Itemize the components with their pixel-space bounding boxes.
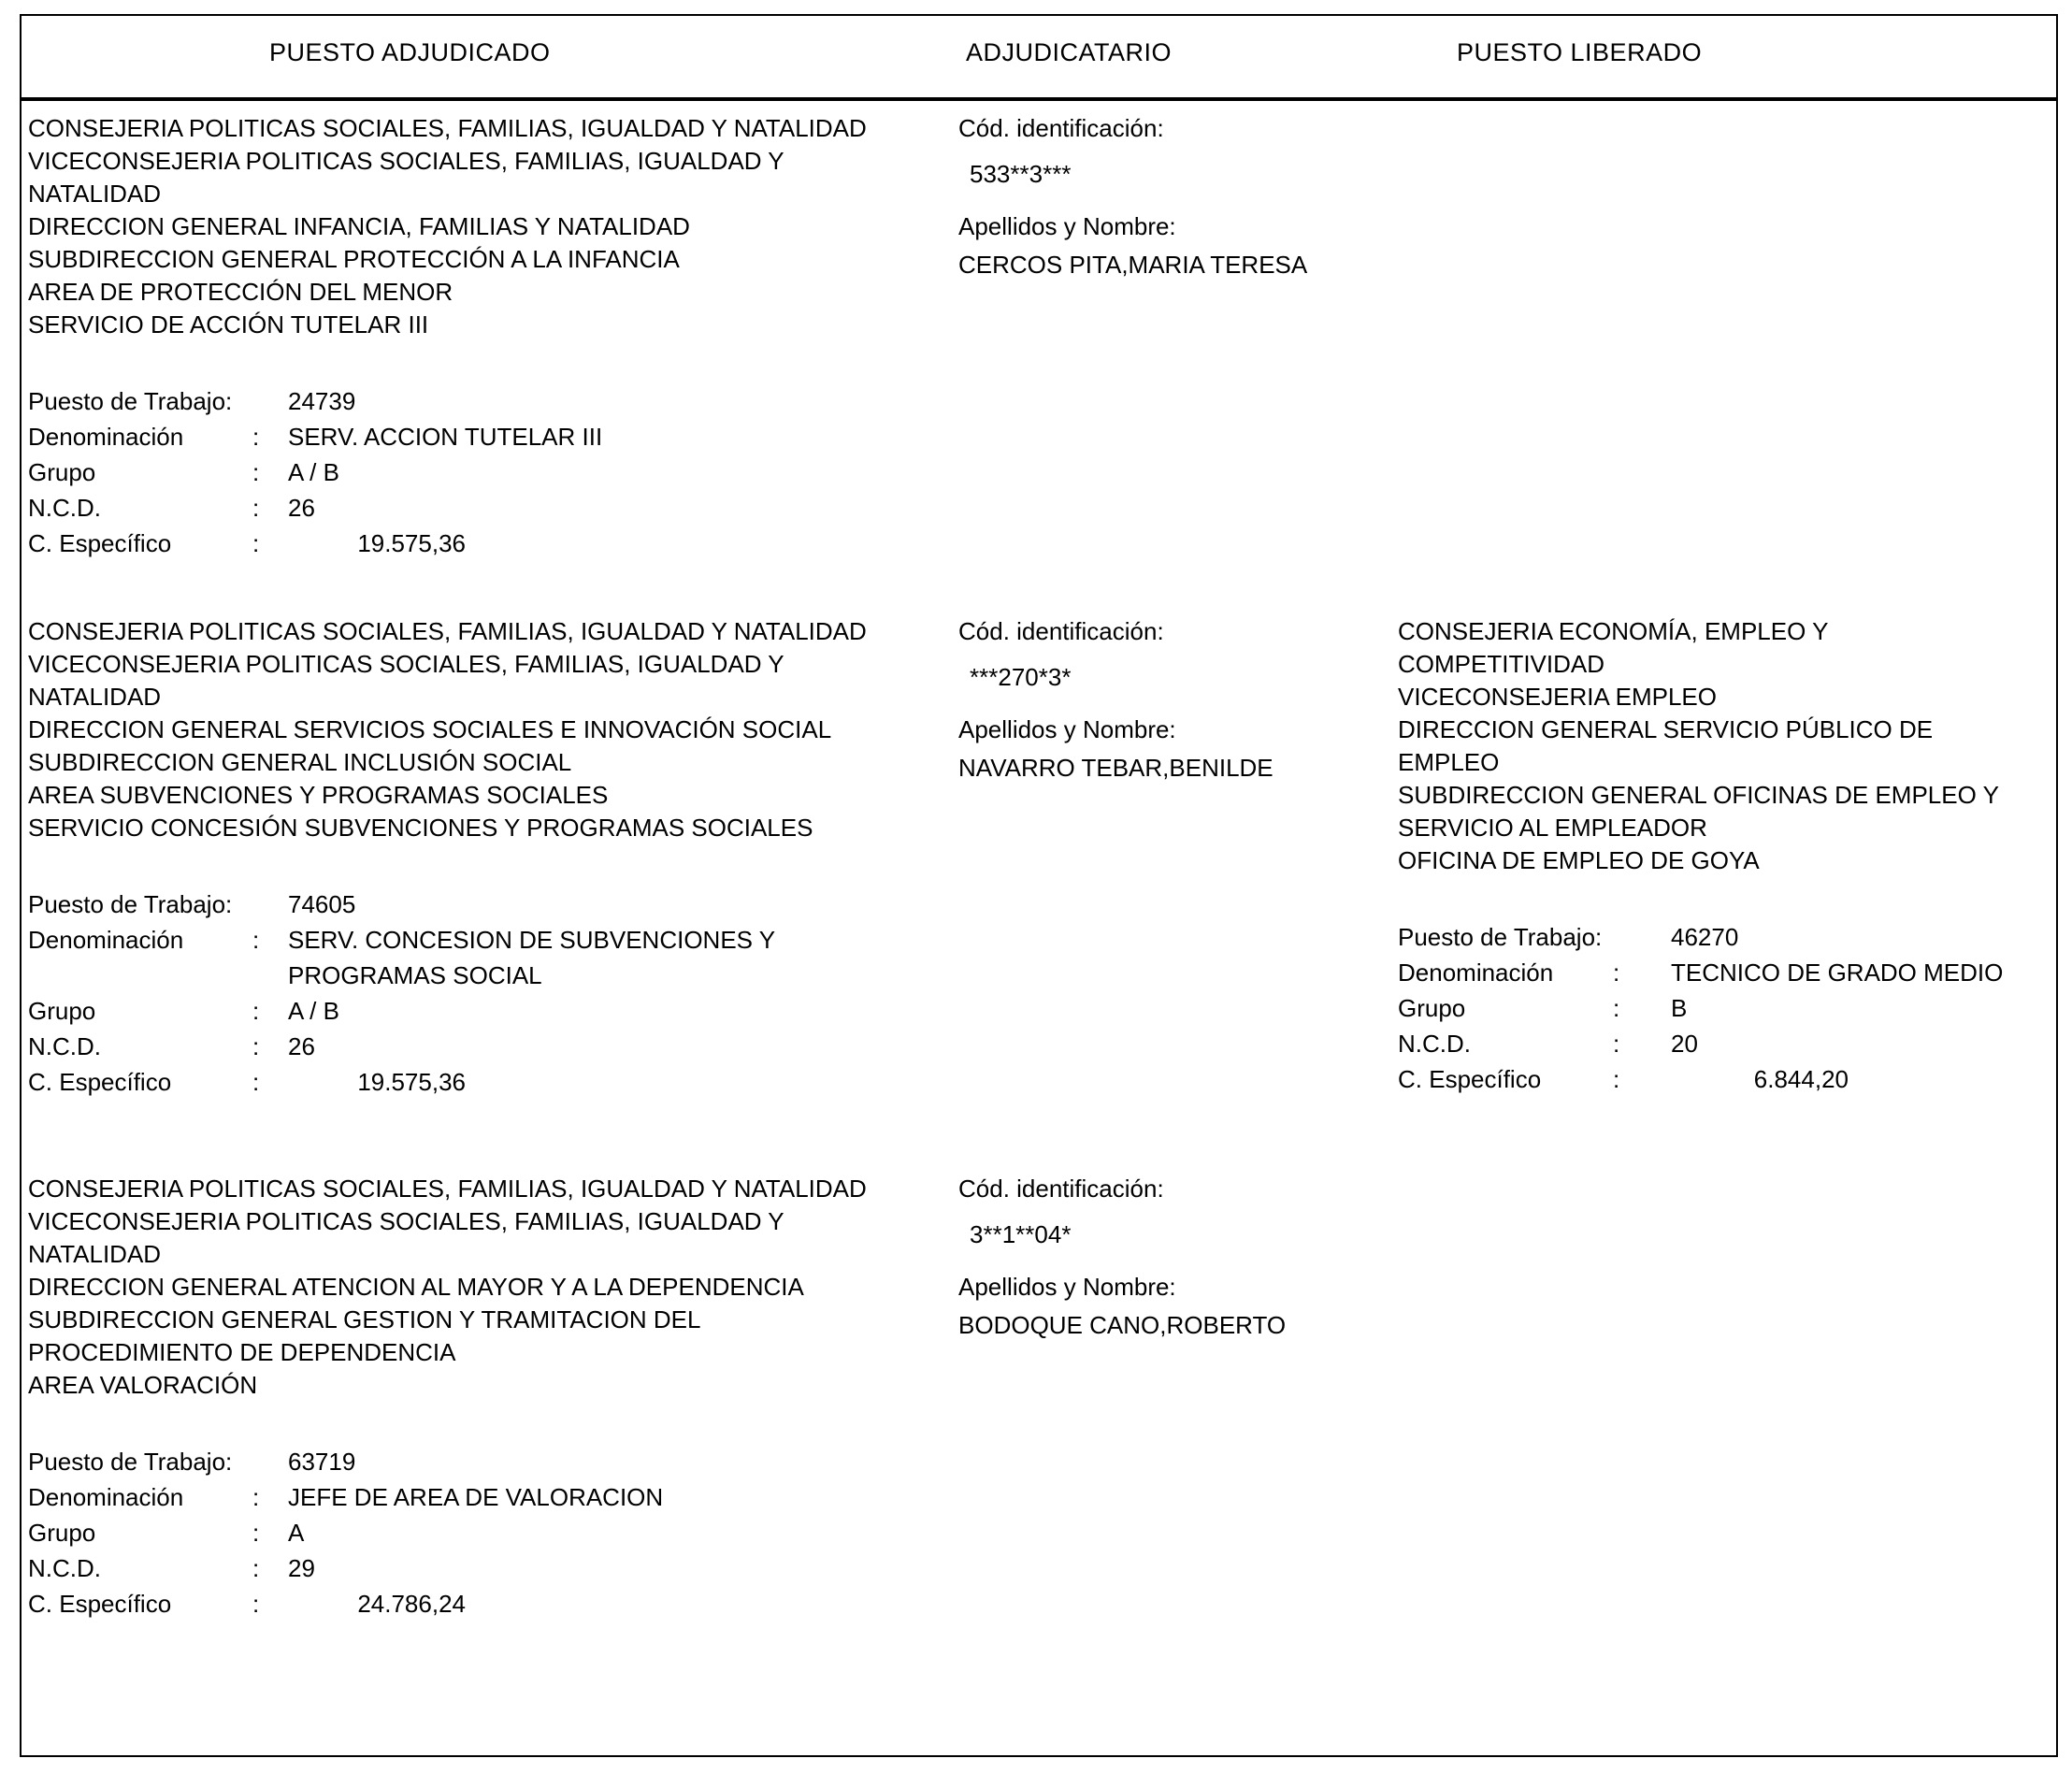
- apellidos-nombre-label: Apellidos y Nombre:: [958, 1273, 1176, 1301]
- detail-row: [1398, 955, 2056, 990]
- detail-row: [28, 1550, 957, 1586]
- table-row: [22, 1161, 2056, 1765]
- detail-row: [28, 922, 957, 993]
- detail-value-denominacion: JEFE DE AREA DE VALORACION: [288, 1483, 664, 1511]
- cod-identificacion-value: 3**1**04*: [970, 1220, 1072, 1248]
- table-row: [22, 101, 2056, 604]
- detail-row: [28, 1479, 957, 1515]
- detail-colon: :: [252, 926, 260, 954]
- detail-row: [1398, 1061, 2056, 1097]
- adjudicado-hierarchy: [28, 1173, 957, 1402]
- detail-colon: :: [1613, 994, 1620, 1022]
- cell-puesto-adjudicado: [22, 604, 957, 1161]
- detail-label-denominacion: Denominación: [28, 423, 184, 451]
- org-hierarchy-line: DIRECCION GENERAL INFANCIA, FAMILIAS Y NATALIDAD: [28, 212, 690, 240]
- adjudicado-details: [28, 383, 957, 561]
- apellidos-nombre-value: BODOQUE CANO,ROBERTO: [958, 1311, 1287, 1339]
- detail-value-especifico: 24.786,24: [357, 1590, 466, 1618]
- cell-adjudicatario: [957, 101, 1387, 604]
- detail-colon: :: [252, 494, 260, 522]
- detail-row: [28, 1586, 957, 1622]
- org-hierarchy-line: CONSEJERIA ECONOMÍA, EMPLEO Y COMPETITIVIDAD: [1398, 617, 1828, 678]
- table-body: [22, 101, 2056, 1765]
- liberado-details: [1398, 919, 2056, 1097]
- detail-value-puesto: 63719: [288, 1448, 356, 1476]
- detail-label-grupo: Grupo: [28, 458, 96, 486]
- org-hierarchy-line: AREA VALORACIÓN: [28, 1371, 258, 1399]
- detail-row: [1398, 919, 2056, 955]
- apellidos-nombre-label: Apellidos y Nombre:: [958, 715, 1176, 743]
- apellidos-nombre-label: Apellidos y Nombre:: [958, 212, 1176, 240]
- detail-row: [1398, 1026, 2056, 1061]
- org-hierarchy-line: CONSEJERIA POLITICAS SOCIALES, FAMILIAS, IGUALDAD Y NATALIDAD: [28, 617, 867, 645]
- detail-value-grupo: A: [288, 1519, 305, 1547]
- detail-value-especifico: 6.844,20: [1753, 1065, 1849, 1093]
- detail-label-denominacion: Denominación: [28, 1483, 184, 1511]
- header-adjudicatario: ADJUDICATARIO: [966, 38, 1173, 66]
- detail-label-ncd: N.C.D.: [28, 1032, 101, 1060]
- cod-identificacion-value: ***270*3*: [970, 663, 1072, 691]
- org-hierarchy-line: OFICINA DE EMPLEO DE GOYA: [1398, 846, 1760, 874]
- org-hierarchy-line: DIRECCION GENERAL ATENCION AL MAYOR Y A LA DEPENDENCIA: [28, 1273, 804, 1301]
- detail-value-puesto: 24739: [288, 387, 356, 415]
- detail-row: [28, 993, 957, 1029]
- detail-colon: :: [1613, 1030, 1620, 1058]
- org-hierarchy-line: VICECONSEJERIA POLITICAS SOCIALES, FAMILIAS, IGUALDAD Y NATALIDAD: [28, 650, 784, 711]
- detail-value-grupo: B: [1671, 994, 1688, 1022]
- org-hierarchy-line: SERVICIO CONCESIÓN SUBVENCIONES Y PROGRAMAS SOCIALES: [28, 814, 813, 842]
- detail-row: [28, 1029, 957, 1064]
- org-hierarchy-line: DIRECCION GENERAL SERVICIOS SOCIALES E INNOVACIÓN SOCIAL: [28, 715, 832, 743]
- detail-label-especifico: C. Específico: [28, 1068, 172, 1096]
- org-hierarchy-line: AREA DE PROTECCIÓN DEL MENOR: [28, 278, 453, 306]
- cell-puesto-liberado: [1387, 604, 2056, 1161]
- cod-identificacion-label: Cód. identificación:: [958, 114, 1164, 142]
- detail-value-puesto: 74605: [288, 890, 356, 918]
- cell-puesto-liberado: [1387, 101, 2056, 604]
- detail-label-denominacion: Denominación: [1398, 959, 1554, 987]
- detail-colon: :: [1613, 959, 1620, 987]
- adjudicado-details: [28, 1444, 957, 1622]
- detail-colon: :: [252, 1483, 260, 1511]
- detail-value-denominacion: SERV. ACCION TUTELAR III: [288, 423, 603, 451]
- org-hierarchy-line: CONSEJERIA POLITICAS SOCIALES, FAMILIAS, IGUALDAD Y NATALIDAD: [28, 114, 867, 142]
- detail-value-ncd: 20: [1671, 1030, 1698, 1058]
- table-header-row: [22, 16, 2056, 101]
- detail-label-grupo: Grupo: [28, 1519, 96, 1547]
- liberado-hierarchy: [1398, 615, 2056, 877]
- detail-colon: :: [252, 423, 260, 451]
- detail-label-especifico: C. Específico: [1398, 1065, 1542, 1093]
- detail-row: [28, 383, 957, 419]
- detail-row: [28, 1515, 957, 1550]
- cell-adjudicatario: [957, 1161, 1387, 1765]
- org-hierarchy-line: SUBDIRECCION GENERAL GESTION Y TRAMITACION DEL PROCEDIMIENTO DE DEPENDENCIA: [28, 1305, 700, 1366]
- detail-row: [1398, 990, 2056, 1026]
- detail-label-puesto: Puesto de Trabajo:: [28, 1448, 233, 1476]
- detail-row: [28, 526, 957, 561]
- org-hierarchy-line: VICECONSEJERIA POLITICAS SOCIALES, FAMILIAS, IGUALDAD Y NATALIDAD: [28, 1207, 784, 1268]
- cell-puesto-adjudicado: [22, 1161, 957, 1765]
- detail-label-puesto: Puesto de Trabajo:: [1398, 923, 1603, 951]
- detail-row: [28, 419, 957, 454]
- detail-value-ncd: 26: [288, 494, 315, 522]
- adjudication-table: [20, 14, 2058, 1757]
- adjudicado-details: [28, 886, 957, 1100]
- adjudicado-hierarchy: [28, 615, 957, 844]
- detail-value-especifico: 19.575,36: [357, 1068, 466, 1096]
- detail-colon: :: [252, 1032, 260, 1060]
- detail-label-grupo: Grupo: [28, 997, 96, 1025]
- detail-colon: :: [252, 458, 260, 486]
- detail-label-denominacion: Denominación: [28, 926, 184, 954]
- cell-puesto-adjudicado: [22, 101, 957, 604]
- org-hierarchy-line: CONSEJERIA POLITICAS SOCIALES, FAMILIAS, IGUALDAD Y NATALIDAD: [28, 1175, 867, 1203]
- detail-colon: :: [252, 997, 260, 1025]
- detail-row: [28, 1064, 957, 1100]
- header-puesto-adjudicado: PUESTO ADJUDICADO: [269, 38, 551, 66]
- org-hierarchy-line: AREA SUBVENCIONES Y PROGRAMAS SOCIALES: [28, 781, 609, 809]
- detail-value-denominacion: SERV. CONCESION DE SUBVENCIONES Y PROGRAMAS SOCIAL: [288, 926, 775, 989]
- cell-adjudicatario: [957, 604, 1387, 1161]
- org-hierarchy-line: DIRECCION GENERAL SERVICIO PÚBLICO DE EMPLEO: [1398, 715, 1934, 776]
- detail-row: [28, 454, 957, 490]
- apellidos-nombre-value: CERCOS PITA,MARIA TERESA: [958, 251, 1308, 279]
- detail-label-ncd: N.C.D.: [1398, 1030, 1471, 1058]
- detail-value-denominacion: TECNICO DE GRADO MEDIO: [1671, 959, 2004, 987]
- detail-row: [28, 490, 957, 526]
- detail-value-grupo: A / B: [288, 458, 339, 486]
- apellidos-nombre-value: NAVARRO TEBAR,BENILDE: [958, 754, 1273, 782]
- cell-puesto-liberado: [1387, 1161, 2056, 1765]
- org-hierarchy-line: SUBDIRECCION GENERAL PROTECCIÓN A LA INFANCIA: [28, 245, 680, 273]
- org-hierarchy-line: SERVICIO DE ACCIÓN TUTELAR III: [28, 310, 429, 339]
- detail-label-puesto: Puesto de Trabajo:: [28, 387, 233, 415]
- detail-value-ncd: 29: [288, 1554, 315, 1582]
- cod-identificacion-value: 533**3***: [970, 160, 1072, 188]
- detail-colon: :: [1613, 1065, 1620, 1093]
- org-hierarchy-line: VICECONSEJERIA POLITICAS SOCIALES, FAMILIAS, IGUALDAD Y NATALIDAD: [28, 147, 784, 208]
- org-hierarchy-line: SUBDIRECCION GENERAL OFICINAS DE EMPLEO Y SERVICIO AL EMPLEADOR: [1398, 781, 1999, 842]
- detail-row: [28, 886, 957, 922]
- detail-colon: :: [252, 1068, 260, 1096]
- detail-colon: :: [252, 1590, 260, 1618]
- detail-colon: :: [252, 1519, 260, 1547]
- detail-label-puesto: Puesto de Trabajo:: [28, 890, 233, 918]
- table-row: [22, 604, 2056, 1161]
- org-hierarchy-line: VICECONSEJERIA EMPLEO: [1398, 683, 1717, 711]
- detail-row: [28, 1444, 957, 1479]
- detail-value-especifico: 19.575,36: [357, 529, 466, 557]
- detail-label-especifico: C. Específico: [28, 1590, 172, 1618]
- org-hierarchy-line: SUBDIRECCION GENERAL INCLUSIÓN SOCIAL: [28, 748, 572, 776]
- detail-value-puesto: 46270: [1671, 923, 1739, 951]
- detail-label-ncd: N.C.D.: [28, 1554, 101, 1582]
- detail-label-especifico: C. Específico: [28, 529, 172, 557]
- cod-identificacion-label: Cód. identificación:: [958, 1175, 1164, 1203]
- detail-label-ncd: N.C.D.: [28, 494, 101, 522]
- adjudicado-hierarchy: [28, 112, 957, 341]
- detail-colon: :: [252, 529, 260, 557]
- header-puesto-liberado: PUESTO LIBERADO: [1457, 38, 1703, 66]
- detail-colon: :: [252, 1554, 260, 1582]
- detail-value-ncd: 26: [288, 1032, 315, 1060]
- cod-identificacion-label: Cód. identificación:: [958, 617, 1164, 645]
- detail-label-grupo: Grupo: [1398, 994, 1466, 1022]
- detail-value-grupo: A / B: [288, 997, 339, 1025]
